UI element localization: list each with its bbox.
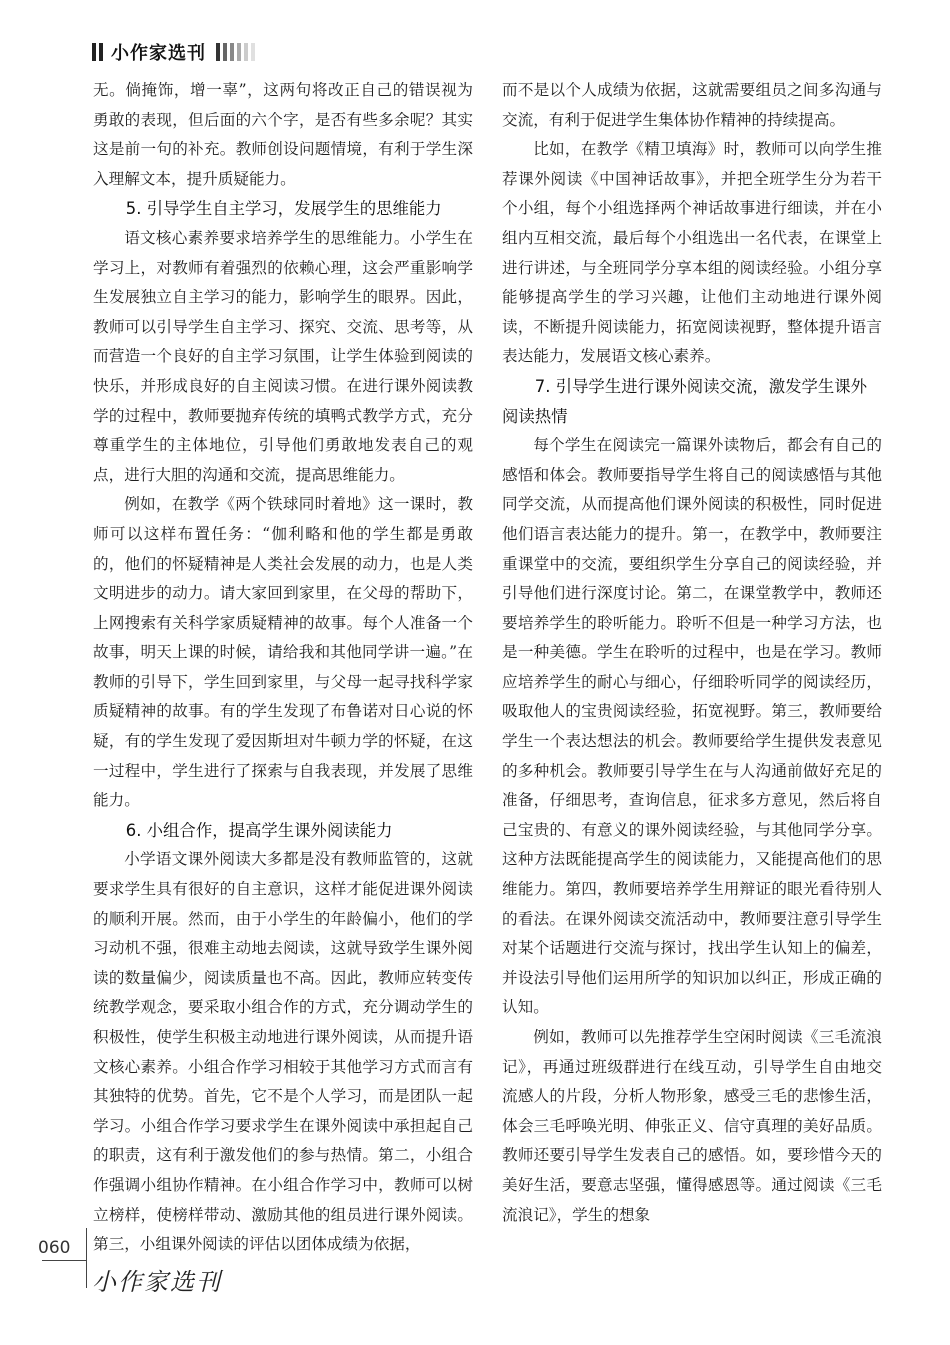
paragraph: 例如，在教学《两个铁球同时着地》这一课时，教师可以这样布置任务：“伽利略和他的学生都是勇敢的，他们的怀疑精神是人类社会发展的动力，也是人类文明进步的动力。请大家回到家里，在父母的帮助下，上网搜索有关科学家质疑精神的故事。每个人准备一个故事，明天上课的时候，请给我和其他同学讲一遍。”在教师的引导下，学生回到家里，与父母一起寻找科学家质疑精神的故事。有的学生发现了布鲁诺对日心说的怀疑，有的学生发现了爱因斯坦对牛顿力学的怀疑，在这一过程中，学生进行了探索与自我表现，并发展了思维能力。 <box>93 495 473 810</box>
footer-divider-vertical <box>86 1228 87 1288</box>
footer-divider-horizontal <box>42 1260 86 1261</box>
section-heading-7: 7. 引导学生进行课外阅读交流，激发学生课外阅读热情 <box>502 376 868 426</box>
right-column <box>502 76 882 1230</box>
paragraph: 无。倘掩饰，增一辜”，这两句将改正自己的错误视为勇敢的表现，但后面的六个字，是否有些多余呢？其实这是前一句的补充。教师创设问题情境，有利于学生深入理解文本，提升质疑能力。 <box>93 81 473 188</box>
paragraph: 而不是以个人成绩为依据，这就需要组员之间多沟通与交流，有利于促进学生集体协作精神的持续提高。 <box>502 81 882 129</box>
section-heading-5: 5. 引导学生自主学习，发展学生的思维能力 <box>125 199 442 219</box>
page-number: 060 <box>38 1238 71 1258</box>
header-bars-icon <box>92 43 103 61</box>
journal-logo: 小作家选刊 <box>92 1268 222 1296</box>
left-column <box>93 76 473 1260</box>
paragraph: 每个学生在阅读完一篇课外读物后，都会有自己的感悟和体会。教师要指导学生将自己的阅读感悟与其他同学交流，从而提高他们课外阅读的积极性，同时促进他们语言表达能力的提升。第一，在教学中，教师要注重课堂中的交流，要组织学生分享自己的阅读经验，并引导他们进行深度讨论。第二，在课堂教学中，教师还要培养学生的聆听能力。聆听不但是一种学习方法，也是一种美德。学生在聆听的过程中，也是在学习。教师应培养学生的耐心与细心，仔细聆听同学的阅读经历，吸取他人的宝贵阅读经验，拓宽视野。第三，教师要给学生一个表达想法的机会。教师要给学生提供发表意见的多种机会。教师要引导学生在与人沟通前做好充足的准备，仔细思考，查询信息，征求多方意见，然后将自己宝贵的、有意义的课外阅读经验，与其他同学分享。这种方法既能提高学生的阅读能力，又能提高他们的思维能力。第四，教师要培养学生用辩证的眼光看待别人的看法。在课外阅读交流活动中，教师要注意引导学生对某个话题进行交流与探讨，找出学生认知上的偏差，并设法引导他们运用所学的知识加以纠正，形成正确的认知。 <box>502 436 882 1017</box>
paragraph: 小学语文课外阅读大多都是没有教师监管的，这就要求学生具有很好的自主意识，这样才能促进课外阅读的顺利开展。然而，由于小学生的年龄偏小，他们的学习动机不强，很难主动地去阅读，这就导致学生课外阅读的数量偏少，阅读质量也不高。因此，教师应转变传统教学观念，要采取小组合作的方式，充分调动学生的积极性，使学生积极主动地进行课外阅读，从而提升语文核心素养。小组合作学习相较于其他学习方式而言有其独特的优势。首先，它不是个人学习，而是团队一起学习。小组合作学习要求学生在课外阅读中承担起自己的职责，这有利于激发他们的参与热情。第二，小组合作强调小组协作精神。在小组合作学习中，教师可以树立榜样，使榜样带动、激励其他的组员进行课外阅读。第三，小组课外阅读的评估以团体成绩为依据， <box>93 850 473 1254</box>
header-gradient-bars-icon <box>216 43 255 61</box>
page-header <box>92 40 255 64</box>
paragraph: 例如，教师可以先推荐学生空闲时阅读《三毛流浪记》，再通过班级群进行在线互动，引导学生自由地交流感人的片段，分析人物形象，感受三毛的悲惨生活，体会三毛呼唤光明、伸张正义、信守真理的美好品质。教师还要引导学生发表自己的感悟。如，要珍惜今天的美好生活，要意志坚强，懂得感恩等。通过阅读《三毛流浪记》，学生的想象 <box>502 1028 882 1224</box>
journal-title: 小作家选刊 <box>111 43 206 64</box>
section-heading-6: 6. 小组合作，提高学生课外阅读能力 <box>125 820 393 840</box>
paragraph: 语文核心素养要求培养学生的思维能力。小学生在学习上，对教师有着强烈的依赖心理，这会严重影响学生发展独立自主学习的能力，影响学生的眼界。因此，教师可以引导学生自主学习、探究、交流、思考等，从而营造一个良好的自主学习氛围，让学生体验到阅读的快乐，并形成良好的自主阅读习惯。在进行课外阅读教学的过程中，教师要抛弃传统的填鸭式教学方式，充分尊重学生的主体地位，引导他们勇敢地发表自己的观点，进行大胆的沟通和交流，提高思维能力。 <box>93 228 473 484</box>
paragraph: 比如，在教学《精卫填海》时，教师可以向学生推荐课外阅读《中国神话故事》，并把全班学生分为若干个小组，每个小组选择两个神话故事进行细读，并在小组内互相交流，最后每个小组选出一名代表，在课堂上进行讲述，与全班同学分享本组的阅读经验。小组分享能够提高学生的学习兴趣，让他们主动地进行课外阅读，不断提升阅读能力，拓宽阅读视野，整体提升语言表达能力，发展语文核心素养。 <box>502 140 882 366</box>
